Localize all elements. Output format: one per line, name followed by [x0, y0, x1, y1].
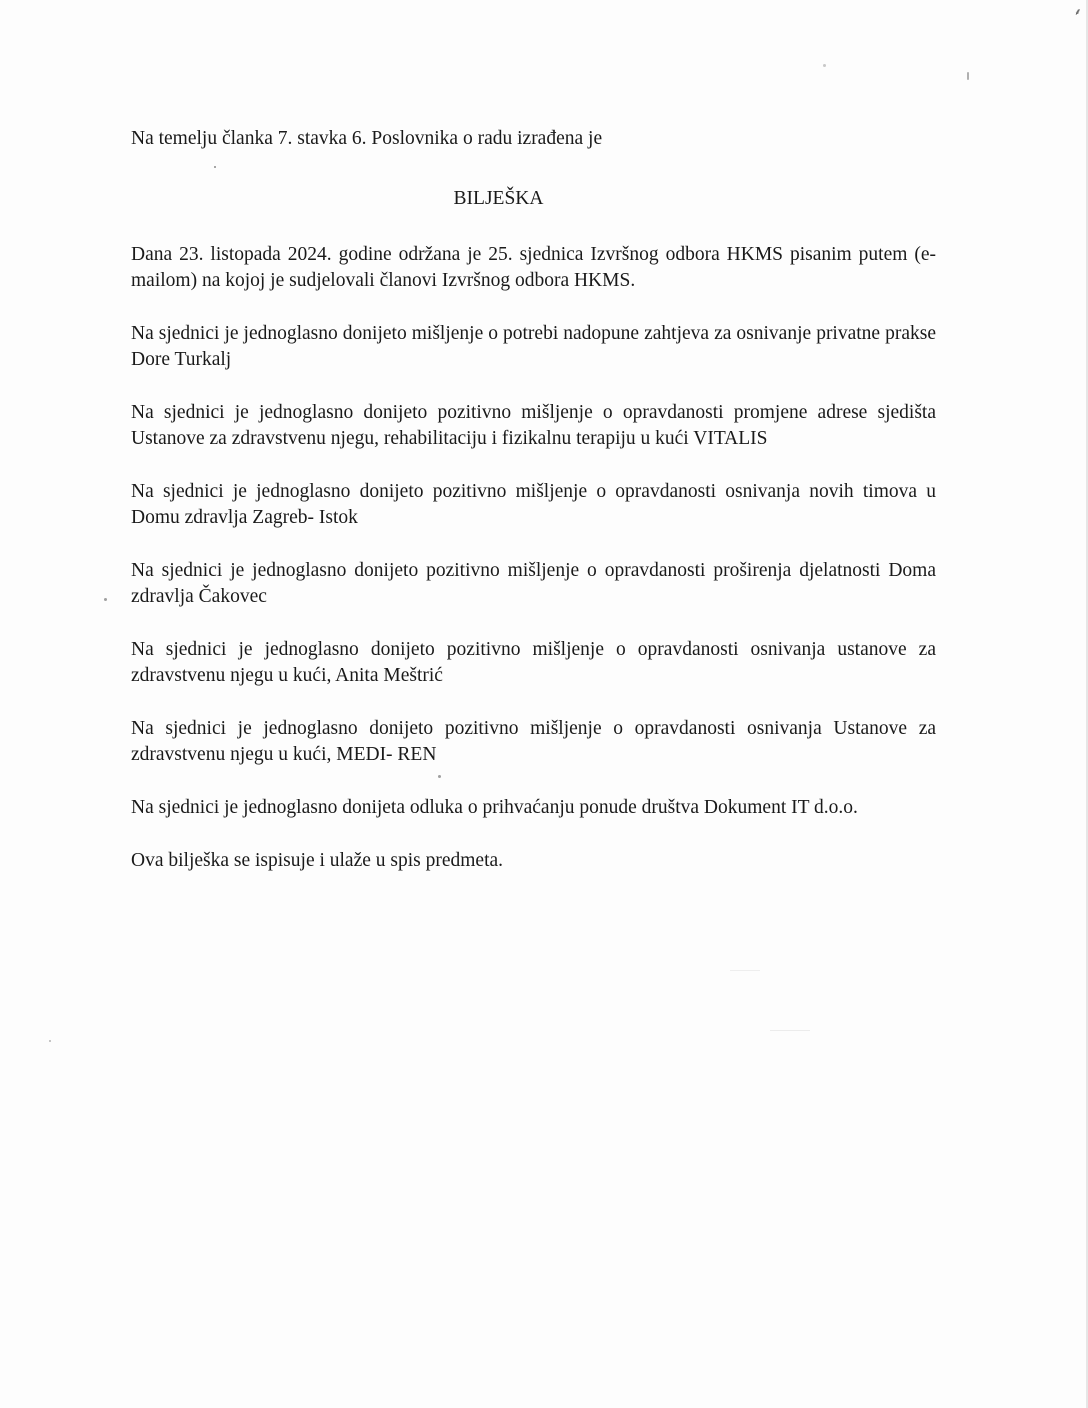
scan-speck [730, 970, 760, 971]
intro-line: Na temelju članka 7. stavka 6. Poslovnika o radu izrađena je [131, 128, 603, 149]
scan-speck [823, 64, 826, 67]
paragraph-decision-2: Na sjednici je jednoglasno donijeto pozitivno mišljenje o opravdanosti promjene adrese sjedišta Ustanove za zdravstvenu njegu, rehabilitaciju i fizikalnu terapiju u kući VITALIS [131, 402, 936, 449]
scan-speck [967, 72, 969, 80]
paragraph-decision-5: Na sjednici je jednoglasno donijeto pozitivno mišljenje o opravdanosti osnivanja ustanove za zdravstvenu njegu u kući, Anita Meštrić [131, 639, 936, 686]
paragraph-decision-3: Na sjednici je jednoglasno donijeto pozitivno mišljenje o opravdanosti osnivanja novih timova u Domu zdravlja Zagreb- Istok [131, 481, 936, 528]
title-text: BILJEŠKA [453, 188, 544, 209]
paragraph-decision-4: Na sjednici je jednoglasno donijeto pozitivno mišljenje o opravdanosti proširenja djelatnosti Doma zdravlja Čakovec [131, 560, 936, 607]
document-body [131, 126, 936, 874]
paragraph-session: Dana 23. listopada 2024. godine održana je 25. sjednica Izvršnog odbora HKMS pisanim putem (e-mailom) na kojoj je sudjelovali članovi Izvršnog odbora HKMS. [131, 244, 936, 291]
paragraph-decision-1: Na sjednici je jednoglasno donijeto mišljenje o potrebi nadopune zahtjeva za osnivanje privatne prakse Dore Turkalj [131, 323, 936, 370]
scan-speck [49, 1040, 51, 1042]
paragraph-closing: Ova bilješka se ispisuje i ulaže u spis predmeta. [131, 850, 504, 871]
paragraph-decision-7: Na sjednici je jednoglasno donijeta odluka o prihvaćanju ponude društva Dokument IT d.o.o. [131, 797, 858, 818]
scan-speck [104, 598, 107, 601]
document-title [131, 186, 936, 212]
scan-speck [770, 1030, 810, 1031]
paragraph-decision-6: Na sjednici je jednoglasno donijeto pozitivno mišljenje o opravdanosti osnivanja Ustanove za zdravstvenu njegu u kući, MEDI- REN [131, 718, 936, 765]
corner-scan-mark: ⸙ [1074, 7, 1082, 18]
